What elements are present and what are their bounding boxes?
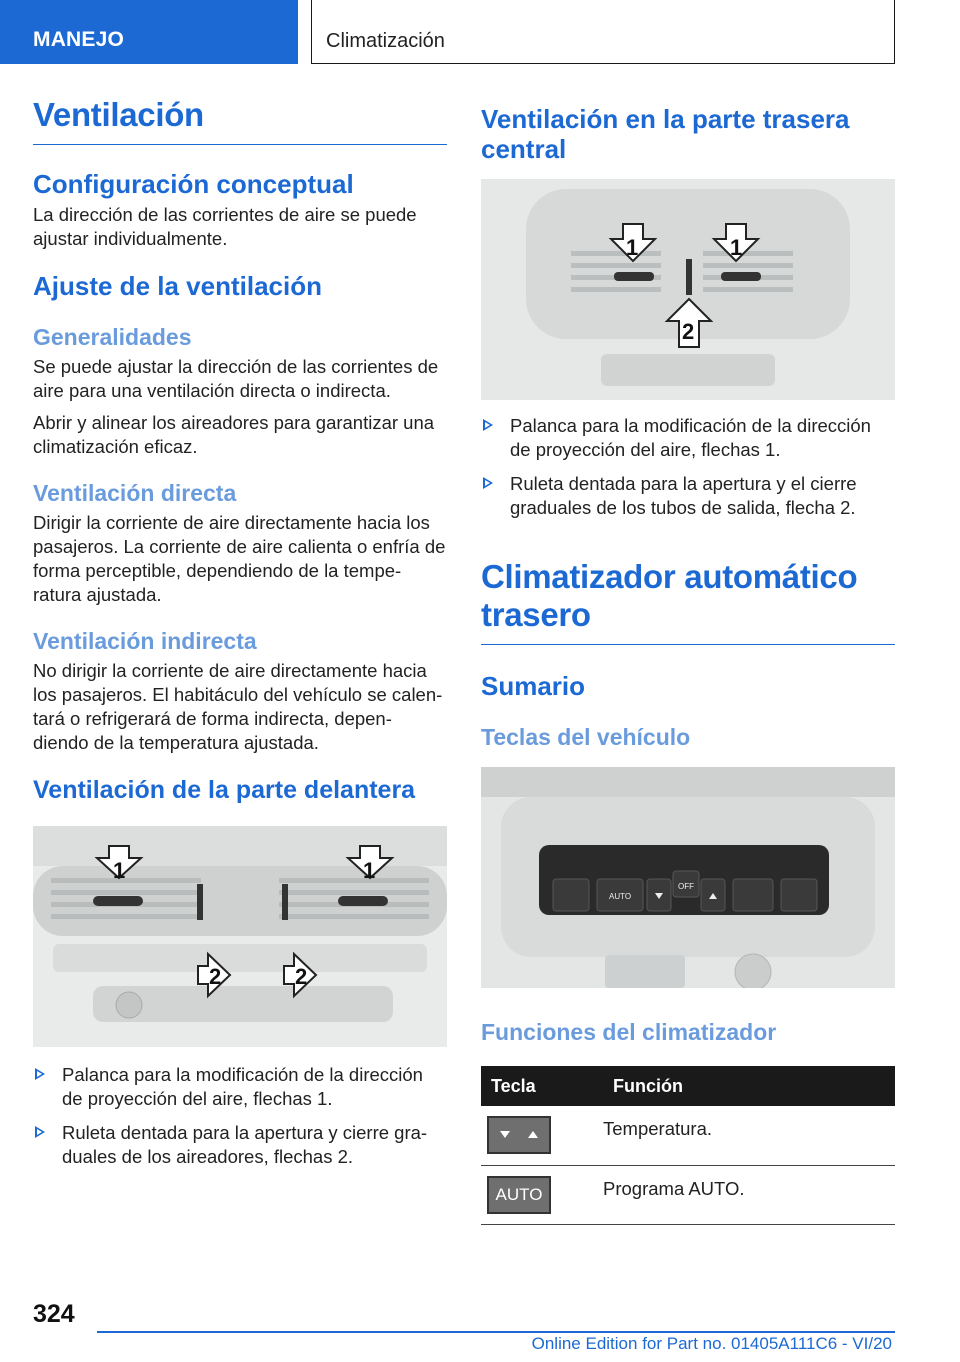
front-arrow-label-2a: 2 <box>209 964 222 989</box>
front-arrow-label-1a: 1 <box>113 858 126 883</box>
right-column <box>481 104 895 1225</box>
heading-functions: Funciones del climatizador <box>481 1019 777 1045</box>
front-bullet-1: Palanca para la modificación de la dirección de proyección del aire, flechas 1. <box>33 1063 447 1111</box>
title-ventilacion: Ventilación <box>33 96 447 145</box>
rear-climate-panel-image <box>481 767 895 988</box>
rear-bullet-1: Palanca para la modificación de la dirección de proyección del aire, flechas 1. <box>481 414 895 462</box>
heading-auto-climate: Climatizador automático trasero <box>481 558 895 645</box>
rear-bullet-2: Ruleta dentada para la apertura y el cierre graduales de los tubos de salida, flecha 2. <box>481 472 895 520</box>
panel-off-label: OFF <box>678 882 694 891</box>
table-row <box>481 1165 895 1224</box>
heading-adjust: Ajuste de la ventilación <box>33 271 322 301</box>
para-concept: La dirección de las corrientes de aire se puede ajustar individualmente. <box>33 204 417 249</box>
section-tab <box>0 0 298 64</box>
para-general-1: Se puede ajustar la dirección de las corrientes de aire para una ventilación directa o indirecta. <box>33 356 439 401</box>
heading-direct: Ventilación directa <box>33 480 237 506</box>
para-indirect: No dirigir la corriente de aire directamente hacia los pasajeros. El habitáculo del vehículo se calen-tará o refrigerará de forma indirecta, depen-diendo de la temperatura ajustada. <box>33 660 443 753</box>
heading-indirect: Ventilación indirecta <box>33 628 257 654</box>
triangle-bullet-icon <box>483 419 493 431</box>
function-cell: Programa AUTO. <box>603 1165 895 1224</box>
temperature-up-down-icon <box>487 1116 551 1154</box>
functions-table <box>481 1066 895 1225</box>
col-header-function: Función <box>603 1066 895 1106</box>
heading-summary: Sumario <box>481 671 586 701</box>
heading-rear-vent: Ventilación en la parte trasera central <box>481 104 850 164</box>
rear-vents-image <box>481 179 895 400</box>
heading-concept: Configuración conceptual <box>33 169 354 199</box>
chapter-label: Climatización <box>326 30 445 52</box>
rear-arrow-label-2: 2 <box>682 319 695 344</box>
key-cell <box>481 1106 603 1165</box>
front-bullet-2: Ruleta dentada para la apertura y cierre gra-duales de los aireadores, flechas 2. <box>33 1121 447 1169</box>
triangle-bullet-icon <box>483 477 493 489</box>
edition-footer: Online Edition for Part no. 01405A111C6 - VI/20 <box>531 1334 892 1353</box>
auto-key: AUTO <box>487 1176 551 1214</box>
heading-general: Generalidades <box>33 324 192 350</box>
table-row <box>481 1106 895 1165</box>
front-arrow-label-1b: 1 <box>363 858 376 883</box>
para-direct: Dirigir la corriente de aire directamente hacia los pasajeros. La corriente de aire calienta o enfría de forma perceptible, dependiendo de la tempe-ratura ajustada. <box>33 512 446 605</box>
heading-vehicle-keys: Teclas del vehículo <box>481 724 691 750</box>
triangle-bullet-icon <box>35 1126 45 1138</box>
col-header-key: Tecla <box>481 1066 603 1106</box>
section-label: MANEJO <box>33 28 125 51</box>
function-cell: Temperatura. <box>603 1106 895 1165</box>
chapter-box <box>311 0 895 64</box>
front-vents-image <box>33 826 447 1047</box>
page-number: 324 <box>33 1300 75 1328</box>
front-arrow-label-2b: 2 <box>295 964 308 989</box>
footer-divider <box>97 1331 895 1333</box>
rear-arrow-label-1b: 1 <box>730 235 743 260</box>
heading-front: Ventilación de la parte delantera <box>33 776 416 804</box>
panel-auto-label: AUTO <box>609 892 632 901</box>
para-general-2: Abrir y alinear los aireadores para garantizar una climatización eficaz. <box>33 412 435 457</box>
triangle-bullet-icon <box>35 1068 45 1080</box>
rear-arrow-label-1a: 1 <box>626 235 639 260</box>
left-column <box>33 96 447 1169</box>
key-cell <box>481 1165 603 1224</box>
